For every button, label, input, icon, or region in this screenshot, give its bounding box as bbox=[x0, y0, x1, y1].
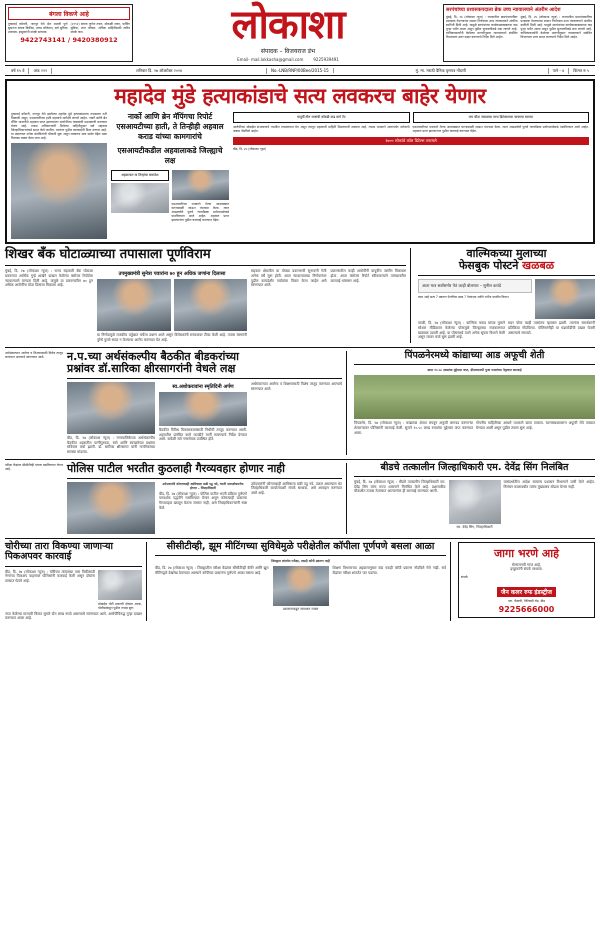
police-photo bbox=[67, 482, 155, 534]
lead-note-1: अहवालात या तिन्हांचा समावेश bbox=[111, 170, 169, 180]
lead-col3-text: आरोपींच्या मोबाईल संभाषणाचे तपशील तपासण्यात येत असून त्यातून महत्वाची माहिती मिळण्याची शक्यता आहे. तपास पथकाने आतापर्यंत अनेकांचे जबाब नोंदविले आहेत. bbox=[233, 124, 410, 133]
lead-col4-text: एसआयटीच्या पथकाने गेल्या आठवड्यात घटनास्थळी जाऊन पंचनामा केला. त्यात आढळलेले पुरावे न्यायवैद्यक प्रयोगशाळेकडे पाठविण्यात आले आहेत. अहवाल प्राप्त झाल्यानंतर पुढील कारवाई करण्यात येईल. bbox=[412, 124, 589, 133]
row-police-deputy bbox=[5, 459, 595, 534]
np-headline-1: न.प.च्या अर्थसंकल्पीय बैठकीत बीडकरांच्या bbox=[67, 349, 239, 363]
deputy-photo bbox=[449, 480, 501, 524]
np-body-1: बीड, दि. २७ (लोकाशा न्यूज) : नगरपालिकेच्या अर्थसंकल्पीय बैठकीत शहरातील पाणीपुरवठा, रस्ते आणि स्वच्छतेच्या प्रश्नांवर सविस्तर चर्चा झाली. डॉ. सारिका क्षीरसागर यांनी नागरिकांच्या समस्या मांडल्या. bbox=[67, 435, 155, 454]
shikhar-body-3: सहकार क्षेत्रातील या मोठ्या प्रकरणाची सुनावणी गेली अनेक वर्षे सुरू होती. आता न्यायालयाच्या निर्णयानंतर पुढील कायदेशीर पर्यायांचा विचार केला जाईल असे सांगण्यात आले. bbox=[251, 269, 327, 288]
ad-bottom-line-1: सेल्समनची गरज आहे, bbox=[511, 562, 542, 567]
lead-left-column bbox=[11, 112, 107, 239]
ad-bottom-contact-label: संपर्क: bbox=[461, 575, 469, 580]
deputy-caption: एम. देवेंद्र सिंग, जिल्हाधिकारी bbox=[456, 525, 493, 530]
story-pimpalner bbox=[351, 351, 595, 455]
police-headline: पोलिस पाटील भरतीत कुठलाही गैरव्यवहार होणार नाही bbox=[67, 461, 285, 475]
chori-body-2: जप्त केलेल्या मालाची किंमत सुमारे दोन लाख रुपये असल्याचे सांगण्यात आले. आरोपींविरुद्ध गुन्हा दाखल करण्यात आला आहे. bbox=[5, 611, 142, 621]
valmik-headline-highlight: खळबळ bbox=[522, 259, 555, 273]
shikhar-body-1: मुंबई, दि. २७ (लोकाशा न्यूज) : राज्य सहकारी बँक घोटाळा प्रकरणात आर्थिक गुन्हे शाखेने दाखल केलेल्या क्लोजर रिपोर्टला न्यायालयाने मान्यता दिली आहे. यामुळे या प्रकरणातील ७० हून अधिक आरोपींना मोठा दिलासा मिळाला आहे. bbox=[5, 269, 93, 288]
ad-left-body-1: तुकाराई कॉलनी, नागपूर येथे दोन मजली पूर्ण सुसज्ज बंगला विक्रीस, उत्तम लोकेशन, सर्व सुविधा उपलब्ध. इच्छुकांनी संपर्क साधावा. bbox=[8, 22, 68, 34]
police-body-2: उमेदवारांनी कोणाच्याही आमिषाला बळी पडू नये. तक्रार असल्यास थेट जिल्हाधिकारी कार्यालयाशी संपर्क साधावा, असे आवाहन करण्यात आले आहे. bbox=[251, 481, 342, 496]
np-side-column: अर्थसंकल्पात आरोग्य व शिक्षणासाठी विशेष तरतूद करण्यात आल्याचे सांगण्यात आले. bbox=[5, 350, 63, 359]
valmik-headline-2: फेसबुक पोस्टने bbox=[458, 259, 519, 273]
chori-headline: चोरीच्या तारा विकण्या जाणाऱ्या पिकअपवर कारवाई bbox=[5, 540, 113, 563]
shikhar-photo-1 bbox=[97, 279, 171, 331]
lead-mid-column bbox=[111, 112, 229, 239]
deputy-headline: बीडचे तत्कालीन जिल्हाधिकारी एम. देवेंद्र सिंग निलंबित bbox=[380, 461, 569, 473]
story-cctv bbox=[151, 542, 451, 621]
lead-headline: महादेव मुंडे हत्याकांडाचे सत्य लवकरच बाहेर येणार bbox=[114, 84, 486, 108]
story-np bbox=[67, 351, 347, 455]
story-chori bbox=[5, 542, 147, 621]
ad-bottom-address: प्ला. फॅक्टरी, जिरेवाडी रोड, बीड bbox=[508, 599, 545, 604]
ad-left-phone: 9422743141 / 9420380912 bbox=[20, 36, 118, 44]
chori-photo bbox=[98, 570, 142, 600]
ad-left-headline: बंगला विकणे आहे bbox=[8, 7, 130, 20]
masthead-email: Email- mail.lokkasha@gmail.com bbox=[237, 57, 304, 62]
lead-note-2: यापूर्वी तीन जणांची कोठडी वाढ मागे टेंट bbox=[233, 112, 410, 122]
np-photo bbox=[67, 382, 155, 434]
row-shikhar-valmik bbox=[5, 248, 595, 343]
editor-line: संपादक – विजयराज डंभ bbox=[260, 48, 316, 55]
cctv-body-2: शिक्षण विभागाच्या अहवालानुसार यंदा एकही कॉपी प्रकरण नोंदविले गेले नाही. सर्व केंद्रांवर परीक्षा शांततेत पार पडल्या. bbox=[332, 566, 446, 575]
masthead bbox=[5, 4, 595, 62]
pimpalner-subhead: छापा १०.५८ लाखांचा मुद्देमाल जप्त, डीवायएसपी पुजा पवारांच्या नेतृत्वात कारवाई bbox=[427, 368, 522, 373]
story-deputy bbox=[351, 463, 595, 534]
row-bottom bbox=[5, 538, 595, 621]
valmik-quote: आता मात्र सर्वांसमोर येतं काही बोलणार – सुनील करांडे bbox=[418, 279, 532, 292]
np-headline-2: प्रश्नांवर डॉ.सारिका क्षीरसागरांनी वेधले लक्ष bbox=[67, 361, 236, 375]
chori-body-1: बीड, दि. २७ (लोकाशा न्यूज) : चोरीच्या तांब्याच्या तारा विक्रीसाठी नेणाऱ्या पिकअप वाहनावर पोलिसांनी कारवाई केली असून दोघांना ताब्यात घेतले आहे. bbox=[5, 569, 95, 583]
story-police bbox=[67, 463, 347, 534]
cctv-photo bbox=[273, 566, 329, 606]
valmik-photo bbox=[535, 279, 595, 319]
lead-story bbox=[5, 79, 595, 244]
page-title: लोकाशा bbox=[231, 3, 345, 47]
deputy-body-1: मुंबई, दि. २७ (लोकाशा न्यूज) : बीडचे तत्कालीन जिल्हाधिकारी एम. देवेंद्र सिंग यांना राज्य शासनाने निलंबित केले आहे. प्रशासकीय चौकशीत ठपका ठेवण्यात आल्यानंतर ही कारवाई करण्यात आली. bbox=[354, 480, 446, 494]
ad-right-headline: सरपंचांच्या प्रशासकपदाला ब्रेक उच्च न्यायालयाने अंतरीम आदेश bbox=[446, 7, 561, 13]
shikhar-body-2: या निर्णयामुळे राजकीय वर्तुळात चर्चेला उधाण आले असून विरोधकांनी सरकारवर टीका केली आहे. तपास यंत्रणांनी पुरेसे पुरावे सादर न केल्याचा आरोप करण्यात येत आहे. bbox=[97, 333, 247, 343]
shikhar-subhead: उपमुख्यमंत्री सुनेत्रा पवारांना ७० हून अधिक जणांना दिलासा bbox=[118, 271, 226, 278]
pimpalner-headline: पिंपळनेरमध्ये कांद्याच्या आड अफूची शेती bbox=[404, 349, 545, 361]
pimpalner-photo bbox=[354, 375, 595, 419]
lead-dateline: बीड, दि. २७ (लोकाशा न्यूज) bbox=[233, 146, 267, 151]
strip-rni: No.-LNB/RNP/00Bee/2015-15 bbox=[267, 68, 334, 73]
cctv-subcaption: प्रशासनाकडून समाधान व्यक्त bbox=[282, 607, 319, 612]
lead-body-text: तुकाराई कॉलनी, नागपूर येथे झालेल्या महादेव मुंडे हत्याकांडाच्या तपासाला गती मिळाली असून, एसआयटीच्या हाती महत्वाचे धागेदोरे लागले आहेत. नार्को आणि ब्रेन मॅपिंग चाचणीचे अहवाल प्राप्त झाल्यानंतर आरोपींच्या जबाबांची पडताळणी करण्यात येणार आहे. तपास अधिकाऱ्यांनी दिलेल्या माहितीनुसार सर्व अहवाल जिल्हाधिकाऱ्यांकडे सादर केले जातील. त्यानंतर पुढील कारवाईची दिशा ठरणार आहे. या प्रकरणात अनेक संशयितांची चौकशी सुरू असून लवकरच सत्य समोर येईल असा विश्वास व्यक्त केला जात आहे. bbox=[11, 112, 107, 141]
np-photo-2 bbox=[159, 392, 247, 426]
lead-subhead-2: एसआयटीकडील अहवालाकडे जिल्ह्याचे लक्ष bbox=[117, 146, 223, 166]
chori-sidecap: मोबाईल चोरी प्रकरणी दोघांना अटक, पोलीसांकडून पुढील तपास सुरू bbox=[98, 601, 142, 610]
row-np-pimpalner bbox=[5, 347, 595, 455]
masthead-phone: 9225939491 bbox=[313, 57, 339, 62]
ad-left[interactable] bbox=[5, 4, 133, 62]
story-valmik bbox=[415, 248, 595, 343]
shikhar-headline: शिखर बँक घोटाळ्याच्या तपासाला पूर्णविराम bbox=[5, 247, 211, 263]
ad-right-body: मुंबई, दि. २७ (लोकाशा न्यूज) : राज्यातील ग्रामपंचायतींवर प्रशासक नेमण्याच्या शासन निर्णयाला उच्च न्यायालयाने अंतरिम स्थगिती दिली आहे. यामुळे सरपंचांच्या कार्यकाळाबाबतचा वाद पुन्हा चर्चेत आला असून पुढील सुनावणीकडे लक्ष लागले आहे. याचिकाकर्त्यांनी केलेल्या मागणीनुसार न्यायालयाने संबंधित विभागाला उत्तर सादर करण्याचे निर्देश दिले आहेत. bbox=[446, 14, 518, 39]
lead-right-column bbox=[233, 112, 589, 239]
ad-right bbox=[443, 4, 595, 62]
np-body-2: बैठकीत विविध विकासकामांसाठी निधीची तरतूद करण्यात आली. शहरातील प्रलंबित कामे तातडीने मार्गी लावण्याचे निर्देश देण्यात आले. यावेळी सर्व नगरसेवक उपस्थित होते. bbox=[159, 427, 247, 442]
valmik-body-2: सदर पोस्ट काही तासांतच व्हायरल झाली. त्यानंतर समर्थकांनी प्रतिक्रिया नोंदविल्या. पोलिसांनीही या घडामोडींची दखल घेतली असल्याचे समजते. bbox=[508, 321, 595, 335]
lead-photo bbox=[11, 143, 107, 239]
ad-left-body-2: (२१९२) बंगला पूर्णतः तयार, मोकळी जागा, पार्किंग सुविधा, शांत परिसर. अधिक माहितीसाठी त्वरित संपर्क करा. bbox=[70, 22, 130, 34]
ad-bottom-company: जैन कलर रुफ इंडस्ट्रीज bbox=[497, 587, 556, 597]
police-body-1: बीड, दि. २७ (लोकाशा न्यूज) : पोलिस पाटील भरती प्रक्रिया पूर्णपणे पारदर्शक पद्धतीने राबविण्यात येणार असून कोणत्याही प्रकारचा गैरव्यवहार खपवून घेतला जाणार नाही, असे जिल्हाधिकाऱ्यांनी स्पष्ट केले. bbox=[159, 491, 247, 510]
police-subhead: उमेदवारांनी कोणाच्याही आमिषाला बळी पडू नये, भरती पारदर्शकपणेच होणार – जिल्हाधिकारी bbox=[162, 481, 244, 490]
pimpalner-body-1: पिंपळनेर, दि. २७ (लोकाशा न्यूज) : कांद्याच्या शेतात लपवून अफूची लागवड करणाऱ्या शेतकऱ्यावर पोलिसांनी कारवाई केली. सुमारे १०.५८ लाख रुपयांचा मुद्देमाल जप्त करण्यात आला. bbox=[354, 421, 473, 435]
np-body-3: अर्थसंकल्पात आरोग्य व शिक्षणासाठी विशेष तरतूद करण्यात आल्याचे सांगण्यात आले. bbox=[251, 381, 342, 391]
masthead-center bbox=[137, 4, 439, 62]
info-strip bbox=[5, 65, 595, 76]
valmik-headline-1: वाल्मिकच्या मुलाच्या bbox=[466, 247, 547, 261]
ad-bottom-phone: 9225666000 bbox=[498, 605, 555, 615]
shikhar-photo-2 bbox=[174, 279, 248, 331]
lead-col2-text: एसआयटीच्या पथकाने गेल्या आठवड्यात घटनास्थळी जाऊन पंचनामा केला. त्यात आढळलेले पुरावे न्यायवैद्यक प्रयोगशाळेकडे पाठविण्यात आले आहेत. अहवाल प्राप्त झाल्यानंतर पुढील कारवाई करण्यात येईल. bbox=[171, 202, 229, 223]
cctv-subhead: जिल्ह्यात शांततेत परीक्षा, एकही कॉपी प्रकरण नाही bbox=[271, 559, 330, 564]
ad-bottom-line-2: इच्छुकांनी संपर्क साधावा. bbox=[510, 567, 543, 572]
lead-photo-2 bbox=[111, 183, 169, 213]
story-shikhar bbox=[5, 248, 411, 343]
lead-subhead-1: नार्को आणि ब्रेन मॅपिंगचा रिपोर्ट एसआयटीच्या हाती, ते तिन्हीही अहवाल कराड यांच्या काम​गारांचे bbox=[116, 112, 224, 142]
ad-right-body-dup: मुंबई, दि. २७ (लोकाशा न्यूज) : राज्यातील ग्रामपंचायतींवर प्रशासक नेमण्याच्या शासन निर्णयाला उच्च न्यायालयाने अंतरिम स्थगिती दिली आहे. यामुळे सरपंचांच्या कार्यकाळाबाबतचा वाद पुन्हा चर्चेत आला असून पुढील सुनावणीकडे लक्ष लागले आहे. याचिकाकर्त्यांनी केलेल्या मागणीनुसार न्यायालयाने संबंधित विभागाला उत्तर सादर करण्याचे निर्देश दिले आहेत. bbox=[520, 14, 592, 39]
deputy-body-2: यासंदर्भातील आदेश सामान्य प्रशासन विभागाने जारी केले आहेत. निलंबन कालावधीत त्यांना मुख्यालय सोडता येणार नाही. bbox=[503, 480, 595, 489]
strip-issue: अंक २२२ bbox=[29, 68, 52, 74]
strip-date: शनिवार दि. २७ ऑक्टोबर २०२४ bbox=[52, 68, 267, 74]
valmik-body-1: परळी, दि. २७ (लोकाशा न्यूज) : वाल्मिक कराड यांच्या मुलाने सोशल मीडियावर केलेल्या पोस्टमुळे जिल्ह्याच्या राजकारणात खळबळ उडाली आहे. या पोस्टमध्ये त्याने अनेक सूचक विधाने केली असून त्यावर चर्चा सुरू झाली आहे. bbox=[418, 321, 505, 340]
valmik-caption: काय आहे सत्य ? प्रकरण ऐरणीवर उघड ? नेत्यांच्या आणि चर्चेना परळीत विधान bbox=[418, 294, 509, 299]
lead-note-3: जय चौदा जवळच्या लाच डिटेक्टरच्या चाचण्या घ्याव्या bbox=[413, 112, 590, 122]
pimpalner-body-2: गोपनीय माहितीच्या आधारे पथकाने छापा टाकला. घटनास्थळावरून अफूची रोपे ताब्यात घेण्यात आली असून पुढील तपास सुरू आहे. bbox=[476, 421, 595, 430]
strip-publisher: मुं. मा. मराठी दैनिक वृत्तपत्र नोंदणी bbox=[334, 68, 549, 74]
police-side-column: परीक्षा केंद्रांवर सीसीटीव्ही यंत्रणा बसविण्यात येणार आहे. bbox=[5, 462, 63, 471]
np-subcaption: स्व.अशोकरावांना स्मृतिदिनी अर्पण bbox=[172, 383, 234, 390]
ad-bottom[interactable] bbox=[455, 542, 595, 621]
strip-pages: पाने - ४ bbox=[549, 68, 570, 74]
strip-year: वर्ष १५ वे bbox=[7, 68, 29, 74]
lead-redbar: १७०० लोकांचे कॉल डिटेल्स तपासले bbox=[233, 137, 589, 145]
lead-photo-3 bbox=[172, 170, 230, 200]
ad-bottom-headline: जागा भरणे आहे bbox=[494, 546, 559, 560]
cctv-body-1: बीड, दि. २७ (लोकाशा न्यूज) : जिल्ह्यातील परीक्षा केंद्रांवर सीसीटीव्ही कॅमेरे आणि झूम मीटिंगद्वारे देखरेख ठेवण्यात आल्याने कॉपीच्या प्रकारांना पूर्णपणे आळा बसला आहे. bbox=[155, 566, 269, 575]
strip-price: किंमत रु ५ bbox=[573, 67, 590, 73]
cctv-headline: सीसीटीव्ही, झूम मीटिंगच्या सुविधेमुळे परीक्षेतील कॉपीला पूर्णपणे बसला आळा bbox=[166, 540, 435, 552]
shikhar-body-4: प्रकरणातील काही आरोपींनी यापूर्वीच जामीन मिळवला होता. आता क्लोजर रिपोर्ट स्वीकारल्याने त्यांच्यावरील कारवाई थांबणार आहे. bbox=[330, 269, 406, 283]
